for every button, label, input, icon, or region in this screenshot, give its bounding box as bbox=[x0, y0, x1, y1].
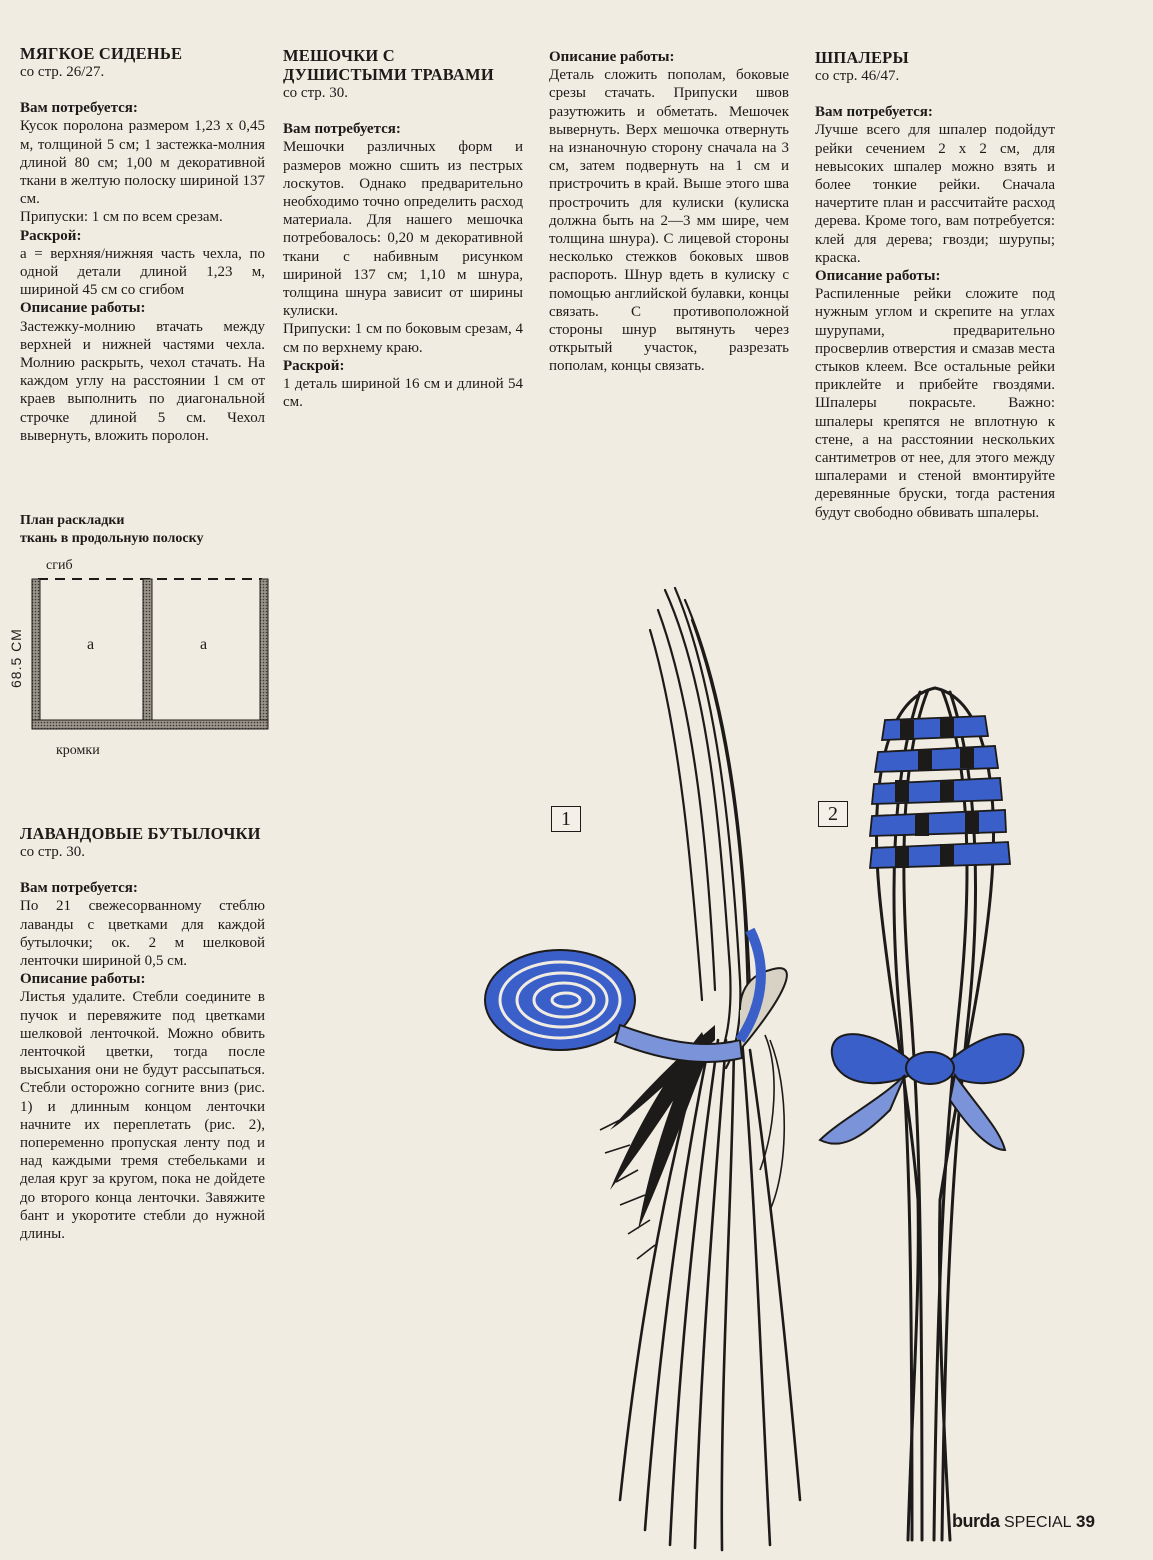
lavender-ref: со стр. 30. bbox=[20, 844, 86, 860]
trellis-section bbox=[815, 48, 1055, 522]
bags-cut-text: 1 деталь шириной 16 см и длиной 54 см. bbox=[283, 376, 523, 411]
lavender-section bbox=[20, 824, 265, 1243]
seat-allowance: Припуски: 1 см по всем срезам. bbox=[20, 209, 223, 226]
lavender-bottle-illustration-2 bbox=[800, 680, 1060, 1560]
lavender-title: ЛАВАНДОВЫЕ БУТЫЛОЧКИ bbox=[20, 824, 261, 843]
lavender-work-heading: Описание работы: bbox=[20, 971, 146, 988]
piece-a-right: а bbox=[200, 636, 208, 653]
brand-special: SPECIAL bbox=[1003, 1514, 1072, 1531]
figure-2-label: 2 bbox=[818, 801, 848, 827]
seat-title: МЯГКОЕ СИДЕНЬЕ bbox=[20, 44, 183, 63]
lavender-need-heading: Вам потребуется: bbox=[20, 880, 138, 897]
layout-plan-title-line1: План раскладки bbox=[20, 513, 125, 528]
seat-work-text: Застежку-молнию втачать между верхней и нижней частями чехла. Молнию раскрыть, чехол стачать. На каждом углу на расстоянии 1 см от краев выполнить по диагональной строчке длиной 5 см. Чехол вывернуть, вложить поролон. bbox=[20, 318, 265, 444]
layout-plan-diagram bbox=[28, 574, 272, 740]
trellis-title: ШПАЛЕРЫ bbox=[815, 48, 909, 67]
page-number: 39 bbox=[1076, 1512, 1095, 1531]
seat-need-heading: Вам потребуется: bbox=[20, 100, 138, 117]
bags-ref: со стр. 30. bbox=[283, 85, 349, 101]
trellis-need-text: Лучше всего для шпалер подойдут рейки сечением 2 x 2 см, для невысоких шпалер можно взять и более тонкие рейки. Сначала начертите план и рассчитайте расход дерева. Кроме того, вам потребуется: клей для дерева; гвозди; шурупы; краска. bbox=[815, 122, 1055, 266]
lavender-need-text: По 21 свежесорванному стеблю лаванды с цветками для каждой бутылочки; ок. 2 м шелковой ленточки шириной 0,5 см. bbox=[20, 898, 265, 970]
size-label: 68.5 СМ bbox=[8, 628, 24, 688]
trellis-need-heading: Вам потребуется: bbox=[815, 104, 933, 121]
trellis-ref: со стр. 46/47. bbox=[815, 68, 900, 84]
layout-plan-title bbox=[20, 512, 203, 548]
seat-ref: со стр. 26/27. bbox=[20, 64, 105, 80]
bags-allowance: Припуски: 1 см по боковым срезам, 4 см по верхнему краю. bbox=[283, 321, 523, 356]
seat-section bbox=[20, 44, 265, 445]
seat-cut-text: а = верхняя/нижняя часть чехла, по одной детали длиной 1,23 м, шириной 45 см со сгибом bbox=[20, 245, 265, 299]
bags-cut-heading: Раскрой: bbox=[283, 357, 345, 374]
bags-title: МЕШОЧКИ С ДУШИСТЫМИ ТРАВАМИ bbox=[283, 46, 494, 84]
bags-work-heading: Описание работы: bbox=[549, 49, 675, 65]
trellis-work-text: Распиленные рейки сложите под нужным углом и скрепите на углах шурупами, предварительно просверлив отверстия и смазав места стыков клеем. Все остальные рейки приклейте и прибейте гвоздями. Шпалеры покрасьте. Важно: шпалеры крепятся не вплотную к стене, а на расстоянии нескольких сантиметров от нее, для этого между шпалерами и стеной вмонтируйте деревянные бруски, тогда растения будут свободно обвивать шпалеры. bbox=[815, 286, 1055, 521]
seat-work-heading: Описание работы: bbox=[20, 300, 146, 317]
page-footer bbox=[952, 1511, 1095, 1532]
trellis-work-heading: Описание работы: bbox=[815, 268, 941, 285]
layout-plan-title-line2: ткань в продольную полоску bbox=[20, 531, 204, 546]
bags-work-text: Деталь сложить пополам, боковые срезы стачать. Припуски швов разутюжить и обметать. Мешочек вывернуть. Верх мешочка отвернуть на изнаночную сторону сначала на 3 см, затем подвернуть на 1 см и пристрочить в край. Выше этого шва прострочить для кулиски (кулиска должна быть на 2—3 мм шире, чем толщина шнура). С лицевой стороны несколько стежков боковых швов распороть. Шнур вдеть в кулиску с помощью английской булавки, концы связать. С противоположной стороны шнур вытянуть через открытый участок, разрезать пополам, концы связать. bbox=[549, 67, 789, 375]
bags-need-heading: Вам потребуется: bbox=[283, 121, 401, 138]
bags-section bbox=[283, 46, 523, 411]
lavender-work-text: Листья удалите. Стебли соедините в пучок и перевяжите под цветками шелковой ленточкой. Можно обвить ленточкой цветки, тогда после высыхания они не будут рассыпаться. Стебли осторожно согните вниз (рис. 1) и длинным концом ленточки начните их переплетать (рис. 2), попеременно пропуская ленту под и над каждыми тремя стебельками и делая круг за кругом, пока не дойдете до второго конца ленточки. Завяжите бант и укоротите стебли до нужной длины. bbox=[20, 989, 265, 1243]
lavender-bundle-illustration-1 bbox=[470, 570, 810, 1560]
edges-label: кромки bbox=[56, 743, 100, 758]
bags-need-text: Мешочки различных форм и размеров можно сшить из пестрых лоскутов. Однако предварительно необходимо точно определить расход материала. Для нашего мешочка потребовалось: 0,20 м декоративной ткани с набивным рисунком шириной 137 см; 1,10 м шнура, толщина шнура зависит от ширины кулиски. bbox=[283, 139, 523, 320]
piece-a-left: а bbox=[87, 636, 95, 653]
seat-cut-heading: Раскрой: bbox=[20, 227, 82, 244]
brand-logo: burda bbox=[952, 1511, 1000, 1531]
figure-1-label: 1 bbox=[551, 806, 581, 832]
seat-need-text: Кусок поролона размером 1,23 x 0,45 м, толщиной 5 см; 1 застежка-молния длиной 80 см; 1,00 м декоративной ткани в желтую полоску шириной 137 см. bbox=[20, 118, 265, 208]
bags-work-section bbox=[549, 48, 789, 376]
fold-label: сгиб bbox=[46, 558, 73, 573]
